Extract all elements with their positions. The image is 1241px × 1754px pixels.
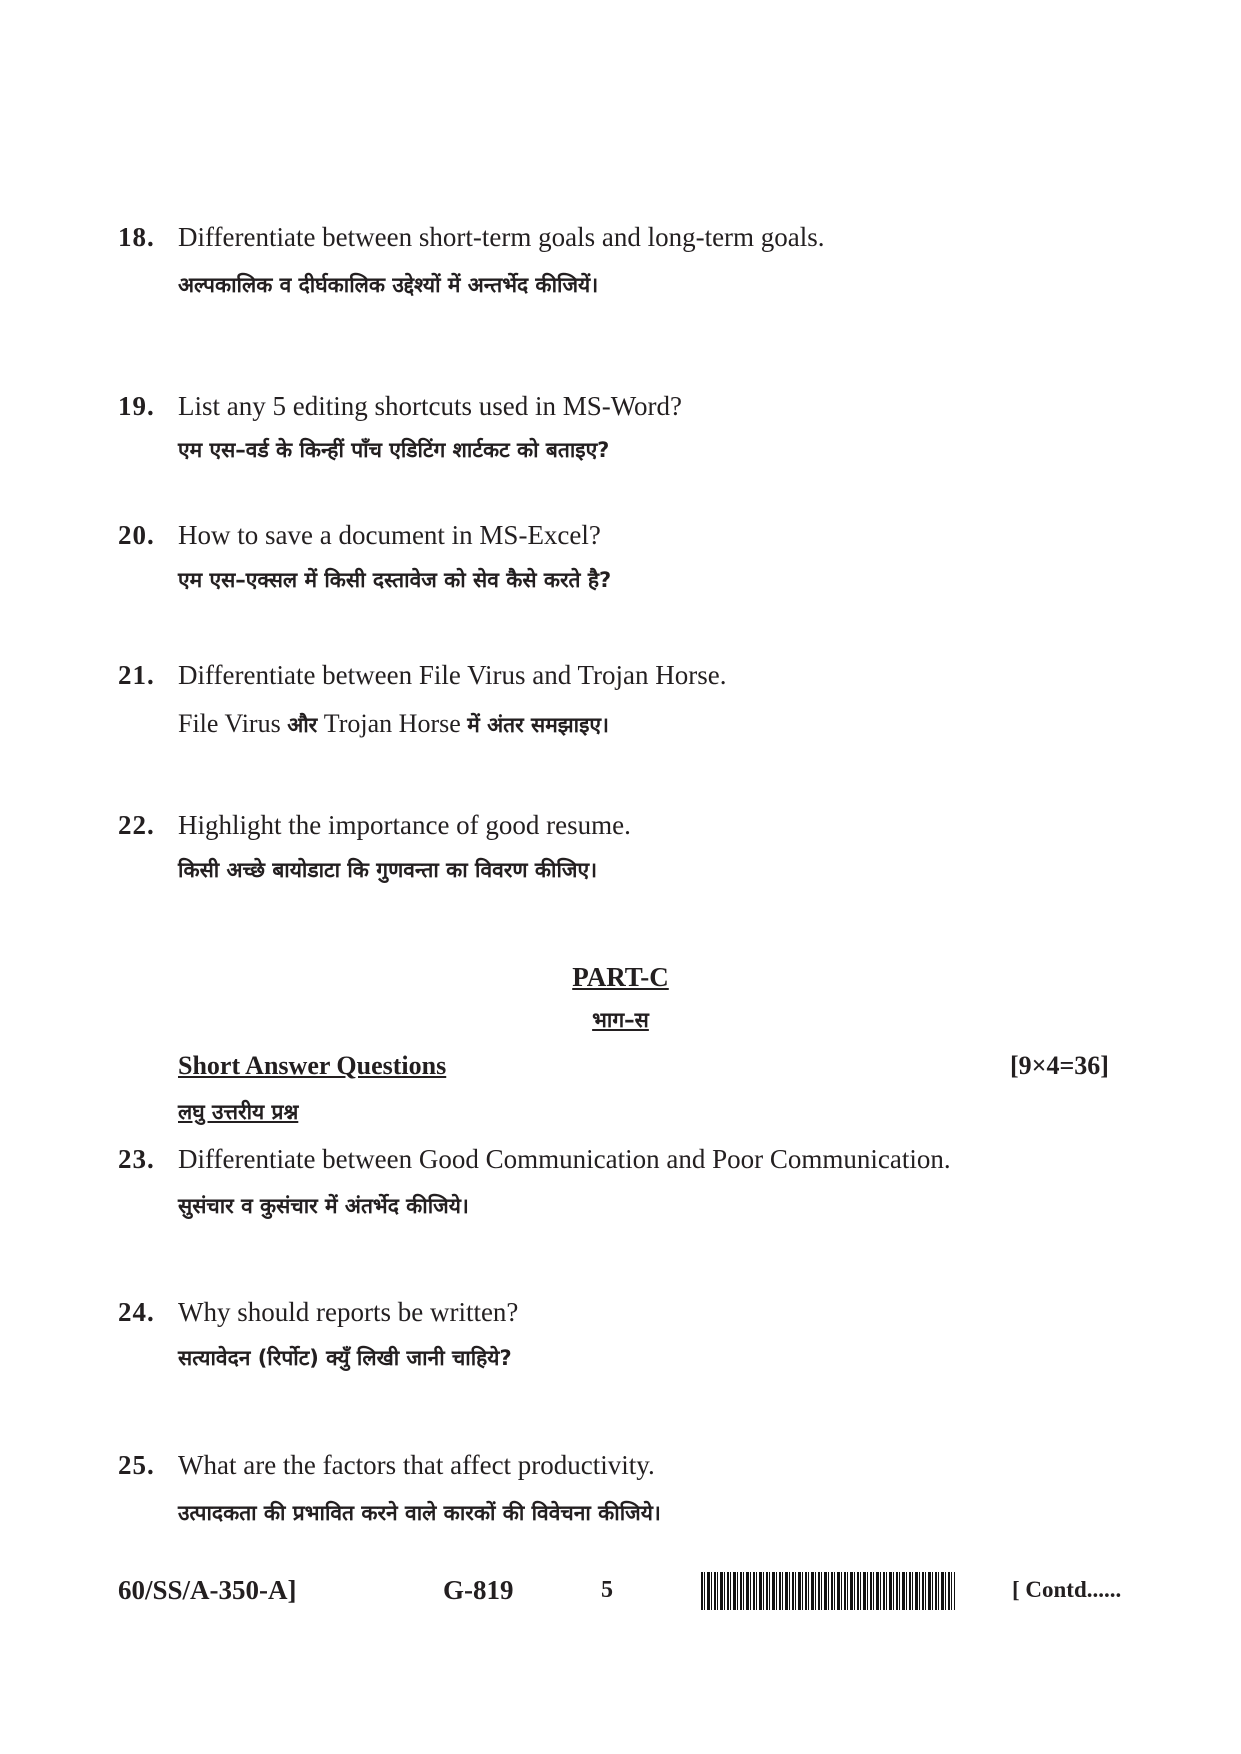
hindi-mid: Trojan Horse — [317, 709, 468, 738]
hindi-prefix: File Virus — [178, 709, 288, 738]
footer-paper-id: G-819 — [443, 1575, 514, 1605]
question-text-english: How to save a document in MS-Excel? — [178, 520, 601, 550]
footer-contd: [ Contd...... — [1012, 1577, 1122, 1602]
question-text-hindi — [178, 707, 609, 742]
footer-paper-code: 60/SS/A-350-A] — [118, 1575, 297, 1605]
question-text-hindi: अल्पकालिक व दीर्घकालिक उद्देश्यों में अन्तर्भेद कीजियें। — [178, 273, 599, 297]
question-number: 18. — [118, 222, 155, 252]
question-text-english: Why should reports be written? — [178, 1297, 519, 1327]
question-number: 22. — [118, 810, 155, 840]
question-number: 24. — [118, 1297, 155, 1327]
section-title: Short Answer Questions — [178, 1051, 447, 1080]
question-text-english: Highlight the importance of good resume. — [178, 810, 631, 840]
hindi-and: और — [287, 713, 318, 737]
question-text-english: List any 5 editing shortcuts used in MS-Word? — [178, 391, 683, 421]
question-number: 23. — [118, 1144, 155, 1174]
hindi-suffix: में अंतर समझाइए। — [467, 713, 610, 737]
question-number: 20. — [118, 520, 155, 550]
question-text-hindi: एम एस–एक्सल में किसी दस्तावेज को सेव कैसे करते है? — [178, 568, 612, 592]
question-text-english: Differentiate between File Virus and Trojan Horse. — [178, 660, 727, 690]
question-text-hindi: एम एस–वर्ड के किन्हीं पाँच एडिटिंग शार्टकट को बताइए? — [178, 438, 610, 462]
question-number: 19. — [118, 391, 155, 421]
question-text-english: Differentiate between short-term goals and long-term goals. — [178, 222, 825, 252]
part-title: PART-C — [572, 962, 669, 992]
question-text-hindi: सत्यावेदन (रिर्पोट) क्युँ लिखी जानी चाहिये? — [178, 1346, 512, 1370]
barcode-image — [701, 1572, 955, 1610]
part-title-hindi: भाग–स — [592, 1008, 649, 1032]
question-text-hindi: उत्पादकता की प्रभावित करने वाले कारकों की विवेचना कीजिये। — [178, 1501, 661, 1525]
question-text-english: What are the factors that affect productivity. — [178, 1450, 655, 1480]
question-number: 25. — [118, 1450, 155, 1480]
question-text-hindi: सुसंचार व कुसंचार में अंतर्भेद कीजिये। — [178, 1194, 469, 1218]
question-text-english: Differentiate between Good Communication and Poor Communication. — [178, 1144, 951, 1174]
question-number: 21. — [118, 660, 155, 690]
section-marks: [9×4=36] — [1010, 1051, 1109, 1080]
section-title-hindi: लघु उत्तरीय प्रश्न — [178, 1100, 299, 1124]
question-text-hindi: किसी अच्छे बायोडाटा कि गुणवन्ता का विवरण कीजिए। — [178, 858, 598, 882]
footer-page-number: 5 — [601, 1577, 613, 1603]
